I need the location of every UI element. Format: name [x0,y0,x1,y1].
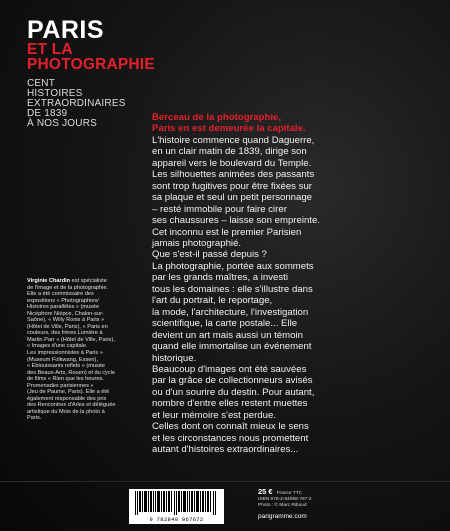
blurb-line: la mode, l'architecture, l'investigation [152,306,309,318]
blurb-line: jamais photographié. [152,237,242,249]
bio-line: Saône), « Willy Ronis à Paris » [27,317,105,324]
blurb-line: en un clair matin de 1839, dirige son [152,146,307,158]
blurb-line: Celles dont on connaît mieux le sens [152,421,309,433]
bio-line: « Images d'une capitale. [27,343,88,350]
blurb-line: L'histoire commence quand Daguerre, [152,134,315,146]
barcode-bars-icon [135,491,218,515]
bio-line: Promenades parisiennes » [27,382,94,389]
blurb-line: sont trop fugitives pour être fixées sur [152,180,312,192]
blurb-line: Beaucoup d'images ont été sauvées [152,363,307,375]
price-row [258,489,408,497]
blurb-line: historique. [152,352,197,364]
subtitle-line: HISTOIRES [27,88,83,99]
book-title-et-la: ET LA [27,41,73,58]
blurb-line: autant d'histoires extraordinaires... [152,444,299,456]
bio-line: également responsable des prix [27,395,107,402]
publisher-website: parigramme.com [258,513,307,521]
bio-line: de films « Rien que les heures. [27,376,104,383]
book-title-paris: PARIS [27,16,105,44]
blurb-line: devient un art mais aussi un témoin [152,329,303,341]
bio-line: expositions « Photographies/ [27,297,99,304]
price: 25 € [258,487,273,496]
blurb-line: ses chaussures – laisse son empreinte. [152,215,320,227]
bio-line: des Beaux-Arts, Rouen) et du cycle [27,369,115,376]
blurb-line: Que s'est-il passé depuis ? [152,249,267,261]
bio-line: Nicéphore Niépce, Chalon-sur- [27,310,104,317]
bio-line: (Hôtel de Ville, Paris), « Paris en [27,323,108,330]
bio-line: Paris. [27,415,42,422]
blurb-lead-line: Berceau de la photographie, [152,112,282,123]
blurb-line: par les grands maîtres, a investi [152,272,288,284]
price-note: France TTC [276,491,303,496]
bio-line: des Rencontres d'Arles et déléguée [27,402,116,409]
blurb-line: par la grâce de collectionneurs avisés [152,375,313,387]
blurb-line: Cet inconnu est le premier Parisien [152,226,302,238]
subtitle-line: EXTRAORDINAIRES [27,98,126,109]
bio-line: couleurs, des frères Lumière à [27,330,103,337]
barcode-number: 9 782840 967672 [149,516,204,523]
blurb-line: La photographie, portée aux sommets [152,260,314,272]
book-subtitle [27,79,155,129]
book-title-photographie: PHOTOGRAPHIE [27,56,155,73]
bio-line: Histoires parallèles » (musée [27,304,100,311]
price-block [258,489,408,520]
photo-credit: Photo : © Marc Riboud [258,502,307,508]
blurb-line: sa plaque et seul un petit personnage [152,192,313,204]
blurb-line: Les silhouettes animées des passants [152,169,315,181]
isbn: ISBN 978-2-84096-767-2 [258,496,312,502]
blurb-lead-line: Paris en est demeurée la capitale. [152,123,306,135]
subtitle-line: À NOS JOURS [27,118,97,129]
blurb-text [152,112,442,456]
bio-line: est spécialiste [71,278,107,284]
bio-line: Les impressionnistes à Paris » [27,350,103,357]
blurb-line: – resté immobile pour faire cirer [152,203,287,215]
bio-line: Martin Parr » (Hôtel de Ville, Paris), [27,336,115,343]
bio-line: Elle a été commissaire des [27,291,94,298]
barcode [129,489,224,524]
bio-line: (Museum Folkwang, Essen), [27,356,98,363]
author-bio [27,278,144,422]
blurb-line: nombre d'entre elles restent muettes [152,398,308,410]
blurb-line: l'art du portrait, le reportage, [152,295,273,307]
blurb-line: ou d'un sourire du destin. Pour autant, [152,386,315,398]
title-block [27,18,155,129]
blurb-line: et leur mémoire s'est perdue. [152,409,276,421]
blurb-line: et les circonstances nous promettent [152,432,309,444]
blurb-line: quand elle immortalise un événement [152,341,312,353]
author-name: Virginie Chardin [27,278,71,284]
blurb-line: appareil vers le boulevard du Temple. [152,157,312,169]
bio-line: (Jeu de Paume, Paris). Elle a été [27,389,110,396]
subtitle-line: DE 1839 [27,108,68,119]
blurb-line: scientifique, la carte postale... Elle [152,318,298,330]
bio-line: « Éblouissants reflets » (musée [27,363,106,370]
blurb-line: tous les domaines : elle s'illustre dans [152,283,313,295]
bio-line: artistique du Mois de la photo à [27,408,105,415]
subtitle-line: CENT [27,78,56,89]
bio-line: de l'image et de la photographie. [27,284,108,291]
